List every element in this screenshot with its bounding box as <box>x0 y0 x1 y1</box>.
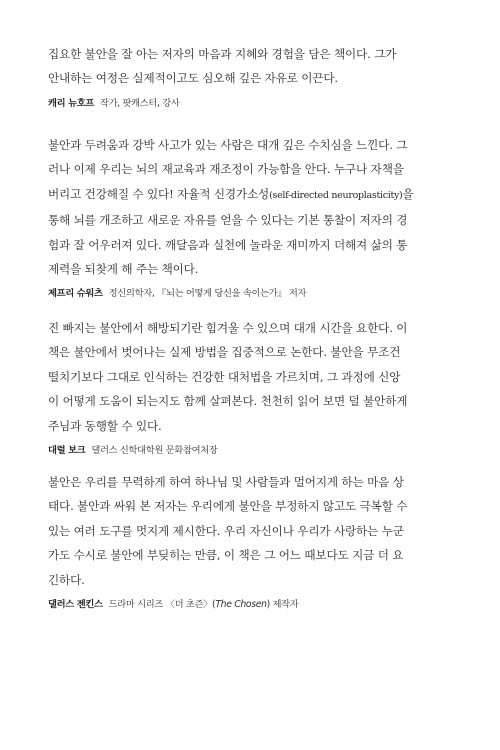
endorsement-2 <box>48 133 458 299</box>
endorsement-4 <box>48 470 458 610</box>
author-name: 제프리 슈워츠 <box>48 288 103 300</box>
quote-line: 태다. 불안과 싸워 본 저자는 우리에게 불안을 부정하지 않고도 극복할 수 <box>48 499 408 514</box>
quote-line: 안내하는 여정은 실제적이고도 심오해 깊은 자유로 이끈다. <box>48 71 338 86</box>
author-role: 댈러스 신학대학원 문화참여처장 <box>91 445 218 457</box>
quote-line: 가도 수시로 불안에 부딪히는 만큼, 이 책은 그 어느 때보다도 지금 더 요 <box>48 548 404 563</box>
quote-line: 떨치기보다 그대로 인식하는 건강한 대처법을 가르치며, 그 과정에 신앙 <box>48 369 401 384</box>
quote-line: 집요한 불안을 잘 아는 저자의 마음과 지혜와 경험을 담은 책이다. 그가 <box>48 47 397 61</box>
quote-line: 불안은 우리를 무력하게 하여 하나님 및 사람들과 멀어지게 하는 마음 상 <box>48 475 404 489</box>
quote-line: 있는 여러 도구를 멋지게 제시한다. 우리 자신이나 우리가 사랑하는 누군 <box>48 523 404 538</box>
quote-line: 주님과 동행할 수 있다. <box>48 418 162 433</box>
attribution <box>48 596 458 610</box>
endorsement-1 <box>48 42 458 109</box>
author-name: 캐리 뉴호프 <box>48 97 95 109</box>
quote-line: 이 어떻게 도움이 되는지도 함께 살펴본다. 천천히 읽어 보면 덜 불안하게 <box>48 394 408 409</box>
author-role: 정신의학자, 『뇌는 어떻게 당신을 속이는가』 저자 <box>108 288 307 300</box>
quote-line: 긴하다. <box>48 572 85 587</box>
quote-line: 제력을 되찾게 해 주는 책이다. <box>48 262 199 277</box>
attribution <box>48 285 458 299</box>
quote-line: 통해 뇌를 개조하고 새로운 자유를 얻을 수 있다는 기본 통찰이 저자의 경 <box>48 213 408 228</box>
attribution <box>48 442 458 456</box>
author-role: 드라마 시리즈 〈더 초즌〉(The Chosen) 제작자 <box>108 599 299 611</box>
author-name: 댈러스 젠킨스 <box>48 599 103 611</box>
quote-line: 러나 이제 우리는 뇌의 재교육과 재조정이 가능함을 안다. 누구나 자책을 <box>48 162 404 177</box>
attribution <box>48 95 458 109</box>
quote-line: 책은 불안에서 벗어나는 실제 방법을 집중적으로 논한다. 불안을 무조건 <box>48 345 401 360</box>
quote-line: 불안과 두려움과 강박 사고가 있는 사람은 대개 깊은 수치심을 느낀다. 그 <box>48 138 408 152</box>
quote-line: 험과 잘 어우러져 있다. 깨달음과 실천에 놀라운 재미까지 더해져 삶의 통 <box>48 237 408 252</box>
quote-line-with-term: 버리고 건강해질 수 있다! 자율적 신경가소성(self-directed neuroplasticity)을 <box>48 186 414 201</box>
author-role: 작가, 팟캐스터, 강사 <box>100 97 180 109</box>
author-name: 대럴 보크 <box>48 445 86 457</box>
quote-line: 진 빠지는 불안에서 해방되기란 힘겨울 수 있으며 대개 시간을 요한다. 이 <box>48 321 408 335</box>
endorsement-3 <box>48 316 458 456</box>
